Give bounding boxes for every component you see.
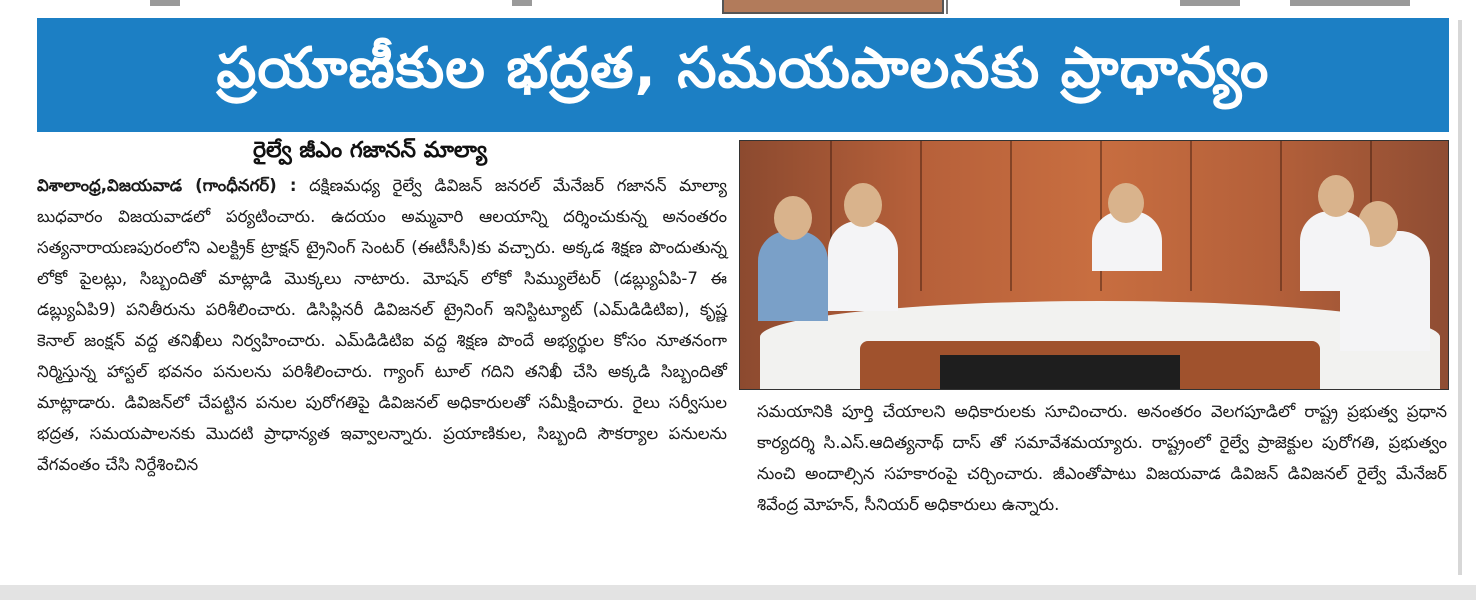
subheading: రైల్వే జీఎం గజానన్ మాల్యా (252, 138, 488, 163)
clipped-text-fragment (1180, 0, 1240, 6)
monitor (940, 355, 1180, 389)
clipped-text-fragment (1290, 0, 1410, 6)
article-body-right: సమయానికి పూర్తి చేయాలని అధికారులకు సూచించారు. అనంతరం వెలగపూడిలో రాష్ట్ర ప్రభుత్వ ప్రధాన కార్యదర్శి సి.ఎస్.ఆదిత్యనాథ్ దాస్ తో సమావేశమయ్యారు. రాష్ట్రంలో రైల్వే ప్రాజెక్టుల పురోగతి, ప్రభుత్వం నుంచి అందాల్సిన సహకారంపై చర్చించారు. జీఎంతోపాటు విజయవాడ డివిజన్ డివిజనల్ రైల్వే మేనేజర్ శివేంద్ర మోహన్, సీనియర్ అధికారులు ఉన్నారు. (757, 402, 1447, 514)
clipped-photo-edge (722, 0, 944, 14)
article-right-column (757, 396, 1447, 520)
bottom-bar (0, 585, 1476, 600)
meeting-photo (739, 140, 1449, 390)
dateline: విశాలాంధ్ర,విజయవాడ (గాంధీనగర్) : (37, 176, 297, 195)
headline-banner (37, 18, 1449, 132)
clipped-text-fragment (150, 0, 180, 6)
top-edge-strip (0, 0, 1476, 16)
article-body-left: దక్షిణమధ్య రైల్వే డివిజన్ జనరల్ మేనేజర్ గజానన్ మాల్యా బుధవారం విజయవాడలో పర్యటించారు. ఉదయం అమ్మవారి ఆలయాన్ని దర్శించుకున్న అనంతరం సత్యనారాయణపురంలోని ఎలక్ట్రిక్ ట్రాక్షన్ ట్రైనింగ్ సెంటర్ (ఈటీసీసీ)కు వచ్చారు. అక్కడ శిక్షణ పొందుతున్న లోకో పైలట్లు, సిబ్బందితో మాట్లాడి మొక్కలు నాటారు. మోషన్ లోకో సిమ్యులేటర్ (డబ్ల్యుఏపి-7 ఈ డబ్ల్యుఏపి9) పనితీరును పరిశీలించారు. డిసిప్లినరీ డివిజనల్ ట్రైనింగ్ ఇనిస్టిట్యూట్ (ఎమ్‌డిడిటిఐ), కృష్ణ కెనాల్ జంక్షన్ వద్ద తనిఖీలు నిర్వహించారు. ఎమ్‌డిడిటిఐ వద్ద శిక్షణ పొందే అభ్యర్థుల కోసం నూతనంగా నిర్మిస్తున్న హాస్టల్ భవనం పనులను పరిశీలించారు. గ్యాంగ్ టూల్ గదిని తనిఖీ చేసి అక్కడి సిబ్బందితో మాట్లాడారు. డివిజన్‌లో చేపట్టిన పనుల పురోగతిపై డివిజనల్ అధికారులతో సమీక్షించారు. రైలు సర్వీసుల భద్రత, సమయపాలనకు మొదటి ప్రాధాన్యత ఇవ్వాలన్నారు. ప్రయాణికుల, సిబ్బంది సౌకర్యాల పనులను వేగవంతం చేసి నిర్దేశించిన (37, 176, 727, 474)
page-edge-rule (1458, 20, 1462, 575)
headline: ప్రయాణీకుల భద్రత, సమయపాలనకు ప్రాధాన్యం (216, 35, 1270, 101)
clipped-text-fragment (512, 0, 532, 6)
article-left-column (37, 170, 727, 480)
column-separator (946, 0, 948, 14)
